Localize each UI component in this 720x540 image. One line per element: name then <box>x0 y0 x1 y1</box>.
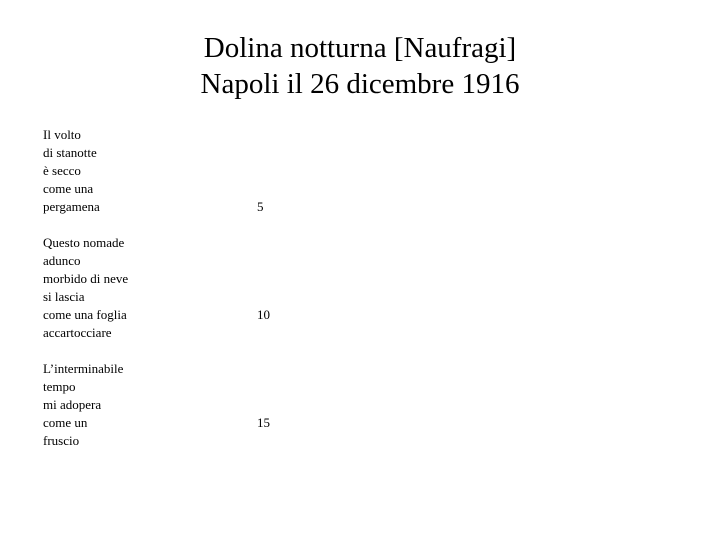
poem-line: mi adopera <box>43 397 102 412</box>
poem-line: fruscio <box>43 433 80 448</box>
poem-line: tempo <box>43 379 76 394</box>
poem-line: si lascia <box>43 289 85 304</box>
poem-line: L’interminabile <box>43 361 124 376</box>
poem-line: Questo nomade <box>43 235 125 250</box>
line-number: 5 <box>257 199 264 214</box>
line-number: 15 <box>257 415 270 430</box>
poem-line: adunco <box>43 253 81 268</box>
poem-line: morbido di neve <box>43 271 129 286</box>
line-number: 10 <box>257 307 270 322</box>
poem-line: di stanotte <box>43 145 97 160</box>
poem-title: Dolina notturna [Naufragi] <box>203 32 517 64</box>
poem-place-date: Napoli il 26 dicembre 1916 <box>200 68 520 100</box>
poem-line: accartocciare <box>43 325 112 340</box>
poem-line: pergamena <box>43 199 100 214</box>
poem-line: come una foglia <box>43 307 127 322</box>
poem-line: è secco <box>43 163 81 178</box>
poem-line: come una <box>43 181 94 196</box>
page-title <box>0 30 720 102</box>
poem-line: come un <box>43 415 88 430</box>
poem-line: Il volto <box>43 127 81 142</box>
